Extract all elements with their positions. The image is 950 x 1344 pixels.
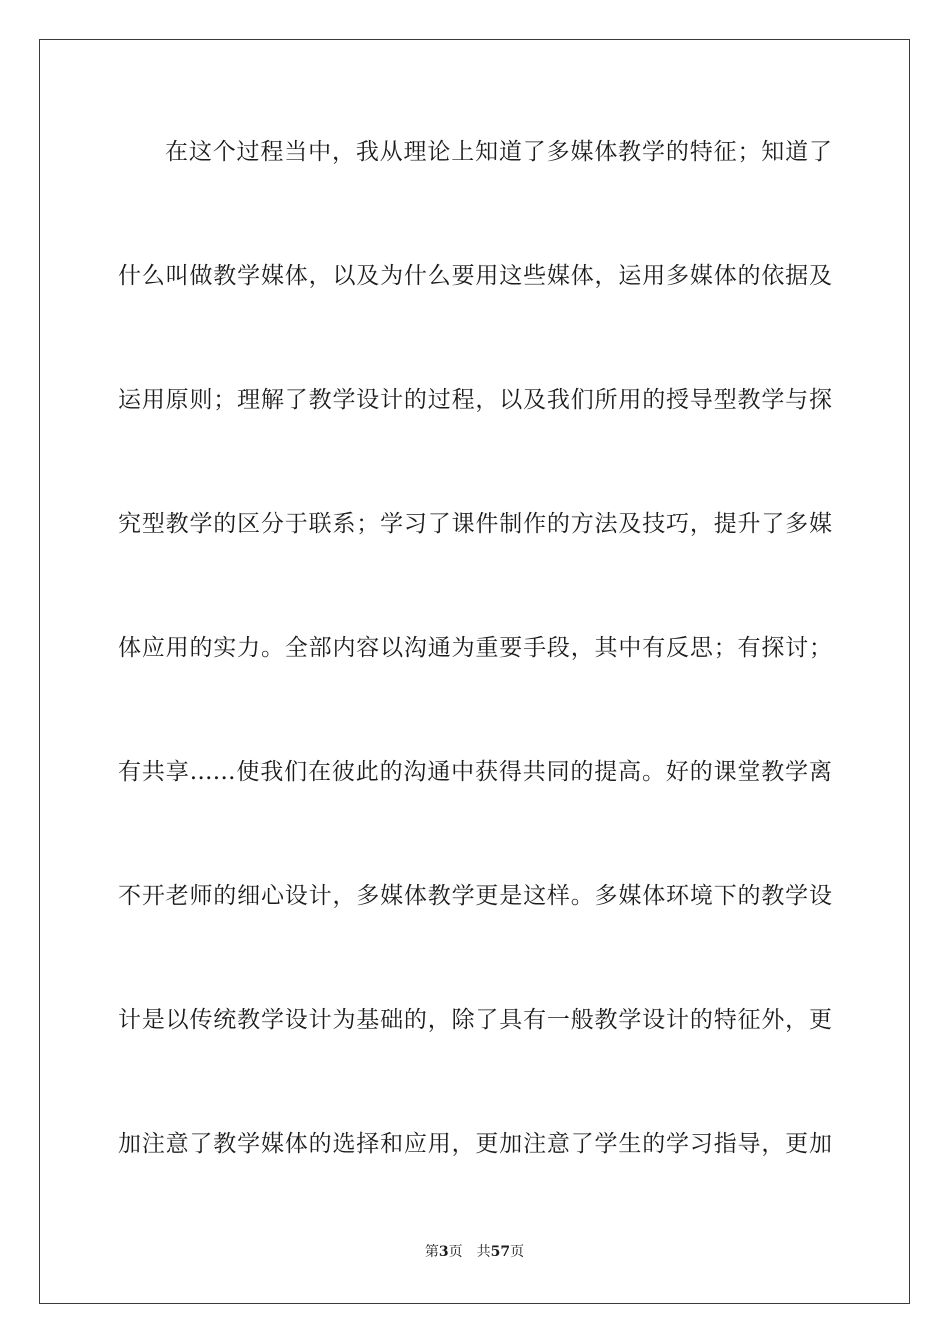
paragraph-line-6: 有共享……使我们在彼此的沟通中获得共同的提高。好的课堂教学离 (118, 759, 832, 785)
page-number: 3 (438, 1244, 449, 1260)
page-prefix: 第 (424, 1244, 439, 1260)
page-frame (39, 39, 910, 1304)
total-pages: 57 (490, 1244, 511, 1260)
paragraph-line-7: 不开老师的细心设计，多媒体教学更是这样。多媒体环境下的教学设 (118, 883, 832, 909)
paragraph-line-2: 什么叫做教学媒体，以及为什么要用这些媒体，运用多媒体的依据及 (118, 263, 832, 289)
paragraph-line-4: 究型教学的区分于联系；学习了课件制作的方法及技巧，提升了多媒 (118, 511, 832, 537)
paragraph-line-9: 加注意了教学媒体的选择和应用，更加注意了学生的学习指导，更加 (118, 1131, 832, 1157)
page-footer (40, 1243, 909, 1261)
paragraph-line-1: 在这个过程当中，我从理论上知道了多媒体教学的特征；知道了 (165, 139, 832, 165)
paragraph-line-5: 体应用的实力。全部内容以沟通为重要手段，其中有反思；有探讨； (118, 635, 832, 661)
paragraph-line-3: 运用原则；理解了教学设计的过程，以及我们所用的授导型教学与探 (118, 387, 832, 413)
page-suffix: 页 (448, 1244, 463, 1260)
total-prefix: 共 (476, 1244, 491, 1260)
total-suffix: 页 (510, 1244, 525, 1260)
paragraph-line-8: 计是以传统教学设计为基础的，除了具有一般教学设计的特征外，更 (118, 1007, 832, 1033)
